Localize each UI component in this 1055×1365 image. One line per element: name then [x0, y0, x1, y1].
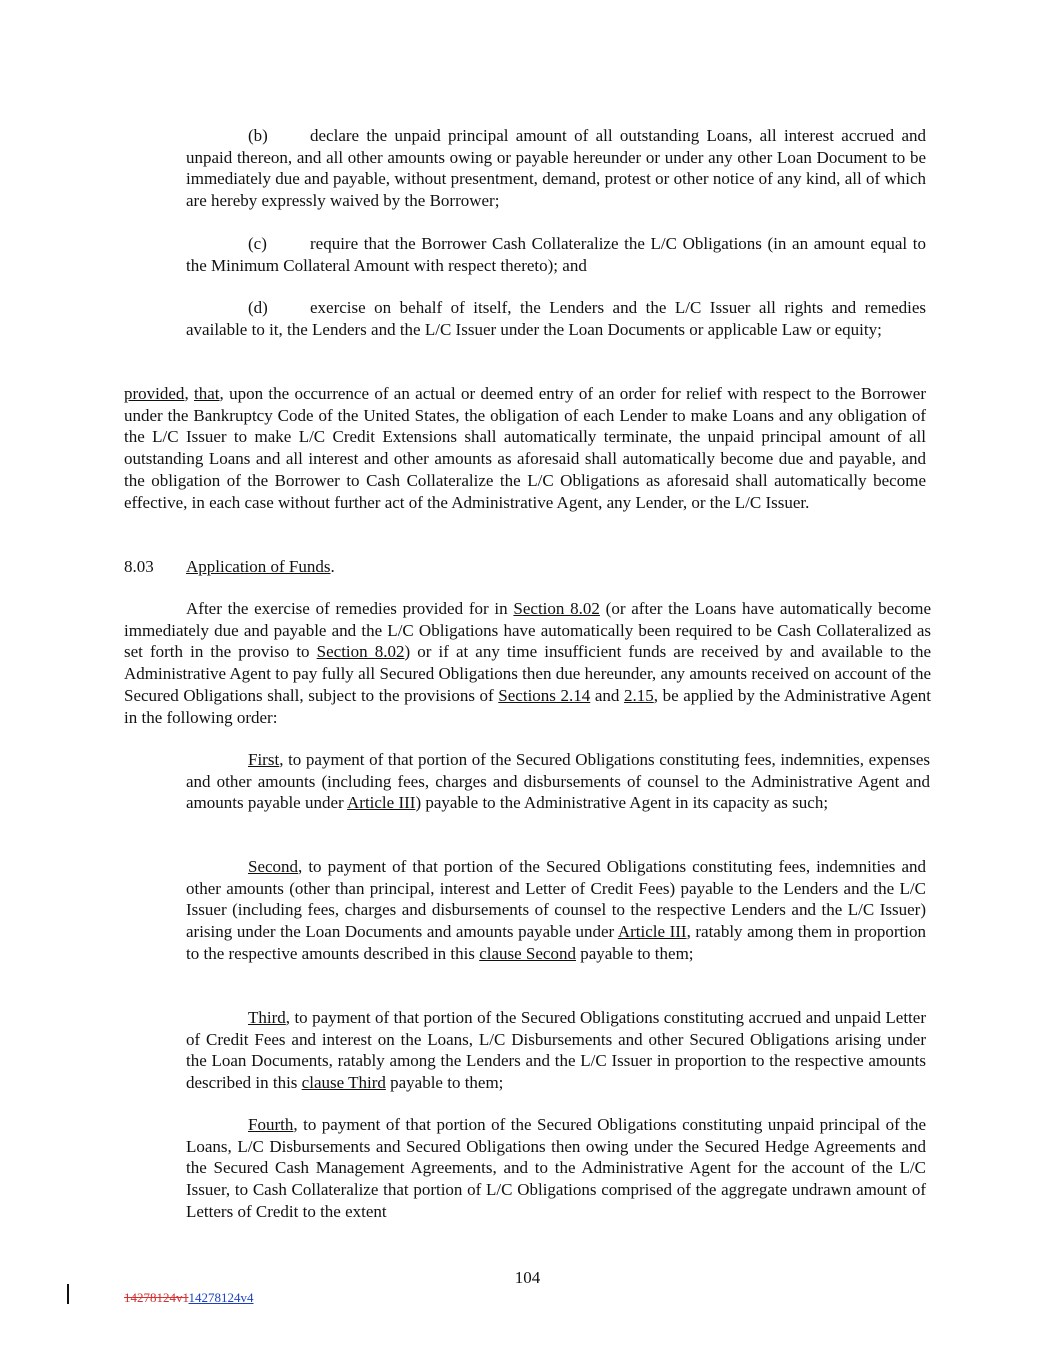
waterfall-third — [186, 1007, 926, 1094]
section-heading — [124, 556, 335, 578]
page-number: 104 — [514, 1268, 541, 1287]
proviso-separator: , — [184, 384, 194, 403]
first-label: First — [248, 750, 280, 769]
section-title-period: . — [330, 557, 335, 576]
waterfall-second — [186, 856, 926, 965]
section-number: 8.03 — [124, 557, 154, 576]
clause-b-label: (b) — [248, 126, 268, 145]
section-title: Application of Funds — [186, 557, 331, 576]
proviso-paragraph — [124, 383, 926, 513]
provided-term: provided — [124, 384, 185, 403]
second-text-2: , ratably among them in proportion to the respective amounts described in this — [186, 922, 927, 963]
clause-b — [186, 125, 926, 212]
second-text-1: , to payment of that portion of the Secured Obligations constituting fees, indemnities and other amounts (other than principal, interest and Letter of Credit Fees) payable to the Lenders and the L/C Issuer (including fees, charges and disbursements of counsel to the respective Lenders and the L/C Issuer) arising under the Loan Documents and amounts payable under — [186, 857, 926, 942]
proviso-text: , upon the occurrence of an actual or deemed entry of an order for relief with respect to the Borrower under the Bankruptcy Code of the United States, the obligation of each Lender to make Loans and any obligation of the L/C Issuer to make L/C Credit Extensions shall automatically terminate, the unpaid principal amount of all outstanding Loans and all interest and other amounts as aforesaid shall automatically become due and payable, and the obligation of the Borrower to Cash Collateralize the L/C Obligations as aforesaid shall automatically become effective, in each case without further act of the Administrative Agent, any Lender, or the L/C Issuer. — [124, 384, 926, 512]
clause-c — [186, 233, 926, 276]
third-text-1: , to payment of that portion of the Secured Obligations constituting accrued and unpaid Letter of Credit Fees and interest on the Loans, L/C Disbursements and other Secured Obligations arising under the Loan Documents, ratably among the Lenders and the L/C Issuer in proportion to the respective amounts described in this — [186, 1008, 926, 1093]
section-ref-2-15: 2.15 — [623, 685, 654, 705]
second-label: Second — [248, 857, 299, 876]
intro-paragraph — [124, 598, 931, 728]
document-id-new: 14278124v4 — [188, 1290, 254, 1305]
section-ref-8-02-a: Section 8.02 — [513, 599, 600, 618]
third-text-2: payable to them; — [385, 1073, 504, 1093]
article-iii-ref-2: Article III — [617, 922, 687, 942]
document-id-old: 14278124v1 — [124, 1290, 189, 1305]
second-text-3: payable to them; — [575, 943, 694, 963]
clause-third-ref: clause Third — [301, 1073, 386, 1093]
clause-c-label: (c) — [248, 234, 267, 253]
intro-text-1: After the exercise of remedies provided for in — [186, 599, 514, 618]
first-text-1: , to payment of that portion of the Secured Obligations constituting fees, indemnities, expenses and other amounts (including fees, charges and disbursements of counsel to the Administrative Agent and amounts payable under — [186, 750, 930, 813]
article-iii-ref: Article III — [347, 793, 416, 813]
first-text-2: ) payable to the Administrative Agent in its capacity as such; — [415, 793, 829, 813]
intro-text-5: , be applied by the Administrative Agent in the following order: — [124, 685, 932, 727]
fourth-text-1: , to payment of that portion of the Secured Obligations constituting unpaid principal of the Loans, L/C Disbursements and Secured Obligations then owing under the Secured Hedge Agreements and the Secured Cash Management Agreements, and to the Administrative Agent for the account of the L/C Issuer, to Cash Collateralize that portion of L/C Obligations comprised of the aggregate undrawn amount of Letters of Credit to the extent — [186, 1115, 926, 1221]
document-id — [124, 1287, 254, 1309]
clause-second-ref: clause Second — [479, 943, 576, 963]
waterfall-first — [186, 749, 930, 814]
clause-b-text: declare the unpaid principal amount of all outstanding Loans, all interest accrued and unpaid thereon, and all other amounts owing or payable hereunder or under any other Loan Document to be immediately due and payable, without presentment, demand, protest or other notice of any kind, all of which are hereby expressly waived by the Borrower; — [186, 126, 926, 211]
change-bar — [67, 1284, 69, 1304]
clause-d-text: exercise on behalf of itself, the Lenders and the L/C Issuer all rights and remedies available to it, the Lenders and the L/C Issuer under the Loan Documents or applicable Law or equity; — [186, 298, 926, 339]
waterfall-fourth — [186, 1114, 926, 1223]
intro-text-2: (or after the Loans have automatically become immediately due and payable and the L/C Obligations have automatically been required to be Cash Collateralized as set forth in the proviso to — [124, 599, 931, 662]
clause-d — [186, 297, 926, 340]
fourth-label: Fourth — [248, 1115, 294, 1134]
clause-c-text: require that the Borrower Cash Collateralize the L/C Obligations (in an amount equal to the Minimum Collateral Amount with respect thereto); and — [186, 234, 926, 275]
clause-d-label: (d) — [248, 298, 268, 317]
third-label: Third — [248, 1008, 286, 1027]
section-ref-8-02-b: Section 8.02 — [316, 642, 405, 662]
section-ref-2-14: Sections 2.14 — [498, 685, 591, 705]
that-term: that — [194, 384, 220, 403]
intro-text-3: ) or if at any time insufficient funds are received by and available to the Administrative Agent to pay fully all Secured Obligations then due hereunder, any amounts received on account of the Secured Obligations shall, subject to the provisions of — [124, 642, 931, 705]
intro-text-4: and — [590, 685, 624, 705]
